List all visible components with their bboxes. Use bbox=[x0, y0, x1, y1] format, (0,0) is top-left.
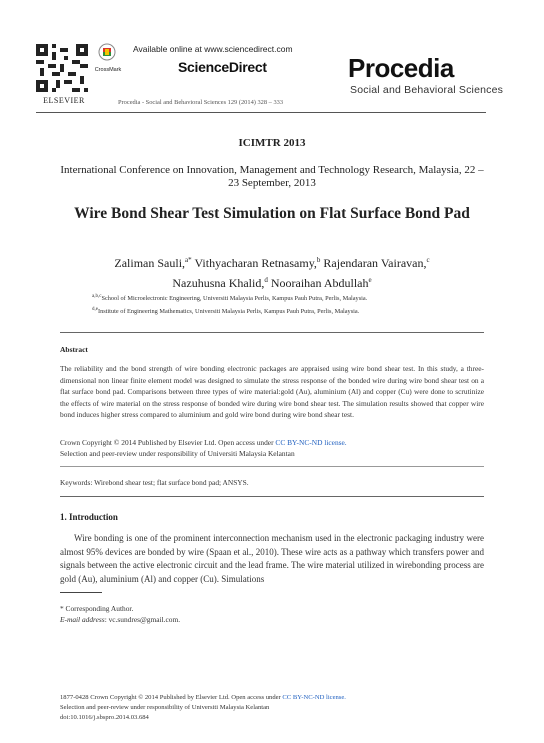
footnote bbox=[60, 604, 484, 625]
copyright-text: Crown Copyright © 2014 Published by Elsevier Ltd. Open access under bbox=[60, 438, 276, 447]
elsevier-label: ELSEVIER bbox=[43, 96, 85, 105]
affiliation-sup: d,e bbox=[92, 307, 98, 312]
qr-code-icon bbox=[36, 44, 88, 92]
author-sup: b bbox=[316, 256, 321, 264]
sciencedirect-logo[interactable]: ScienceDirect bbox=[178, 59, 267, 75]
availability-link[interactable]: Available online at www.sciencedirect.com bbox=[133, 44, 293, 54]
header-rule bbox=[36, 112, 486, 113]
footnote-rule bbox=[60, 592, 102, 593]
affiliation bbox=[92, 307, 472, 315]
abstract-bottom-rule bbox=[60, 496, 484, 497]
author-list bbox=[60, 252, 484, 292]
journal-citation: Procedia - Social and Behavioral Sciences 129 (2014) 328 – 333 bbox=[118, 99, 284, 106]
email-label: E-mail address bbox=[60, 614, 105, 624]
affiliation-text: School of Microelectronic Engineering, Universiti Malaysia Perlis, Kampus Pauh Putra, Perlis, Malaysia. bbox=[101, 295, 368, 303]
conference-short-name: ICIMTR 2013 bbox=[238, 137, 306, 149]
author-name: Nooraihan Abdullah bbox=[270, 276, 369, 290]
copyright-block bbox=[60, 438, 484, 459]
author-sup: d bbox=[264, 276, 268, 284]
email-address[interactable]: : vc.sundres@gmail.com. bbox=[104, 614, 181, 624]
author-sup: c bbox=[426, 256, 430, 264]
crossmark-icon[interactable] bbox=[98, 42, 116, 66]
keywords-rule bbox=[60, 466, 484, 467]
procedia-logo: Procedia bbox=[348, 53, 454, 83]
affiliation-text: Institute of Engineering Mathematics, Universiti Malaysia Perlis, Kampus Pauh Putra, Perlis, Malaysia. bbox=[97, 308, 360, 316]
intro-paragraph: Wire bonding is one of the prominent interconnection mechanism used in the electronic packaging industry were almost 95% devices are bonded by wire (Spaan et al., 2010). These wire acts as a pathway which transfers power and signals between the active electronic circuit and the lead frame. The wire material utilized in wirebonding process are gold (Au), aluminium (Al) and copper (Cu). Simulations bbox=[60, 533, 484, 584]
conference-full-name: International Conference on Innovation, Management and Technology Research, Malaysia, 22 – 23 September, 2013 bbox=[60, 164, 484, 189]
abstract-heading: Abstract bbox=[60, 345, 88, 354]
author-sup: e bbox=[368, 276, 372, 284]
issn-copyright: 1877-0428 Crown Copyright © 2014 Published by Elsevier Ltd. Open access under bbox=[60, 694, 283, 701]
keywords: Keywords: Wirebond shear test; flat surface bond pad; ANSYS. bbox=[60, 478, 249, 487]
doi[interactable]: doi:10.1016/j.sbspro.2014.03.684 bbox=[60, 714, 149, 721]
author-name: Nazuhusna Khalid, bbox=[172, 276, 265, 290]
procedia-subtitle: Social and Behavioral Sciences bbox=[350, 84, 504, 96]
author-name: Rajendaran Vairavan, bbox=[323, 256, 427, 270]
author-sup: a* bbox=[185, 256, 192, 264]
peer-review-text: Selection and peer-review under responsibility of Universiti Malaysia Kelantan bbox=[60, 448, 295, 458]
affiliation bbox=[92, 294, 472, 302]
peer-review-text: Selection and peer-review under responsibility of Universiti Malaysia Kelantan bbox=[60, 704, 270, 711]
author-name: Zaliman Sauli, bbox=[114, 256, 186, 270]
publication-info bbox=[60, 693, 500, 723]
affiliation-sup: a,b,c bbox=[92, 294, 102, 299]
abstract-top-rule bbox=[60, 332, 484, 333]
corresponding-author-note: * Corresponding Author. bbox=[60, 604, 134, 613]
author-name: Vithyacharan Retnasamy, bbox=[194, 256, 317, 270]
crossmark-label: CrossMark bbox=[94, 67, 122, 73]
section-heading: 1. Introduction bbox=[60, 512, 118, 522]
license-link[interactable]: CC BY-NC-ND license. bbox=[282, 694, 346, 701]
abstract-text: The reliability and the bond strength of wire bonding electronic packages are appraised using wire bond shear test. In this study, a three-dimensional non linear finite element model was designed to simulate the stress response of the bonded wire during wire bond shear test on a flat surface bond pad. Comparisons between three types of wire material:gold (Au), aluminium (Al) and copper (Cu) were done to scrutinize the effects of wire material on the stress response of bonded wire during wire bond shear test. The simulation results showed that copper wire bond induces higher stress compared to aluminium and gold wire bond during wire bond shear test. bbox=[60, 364, 484, 419]
paper-title: Wire Bond Shear Test Simulation on Flat Surface Bond Pad bbox=[74, 205, 470, 222]
license-link[interactable]: CC BY-NC-ND license. bbox=[275, 438, 347, 447]
